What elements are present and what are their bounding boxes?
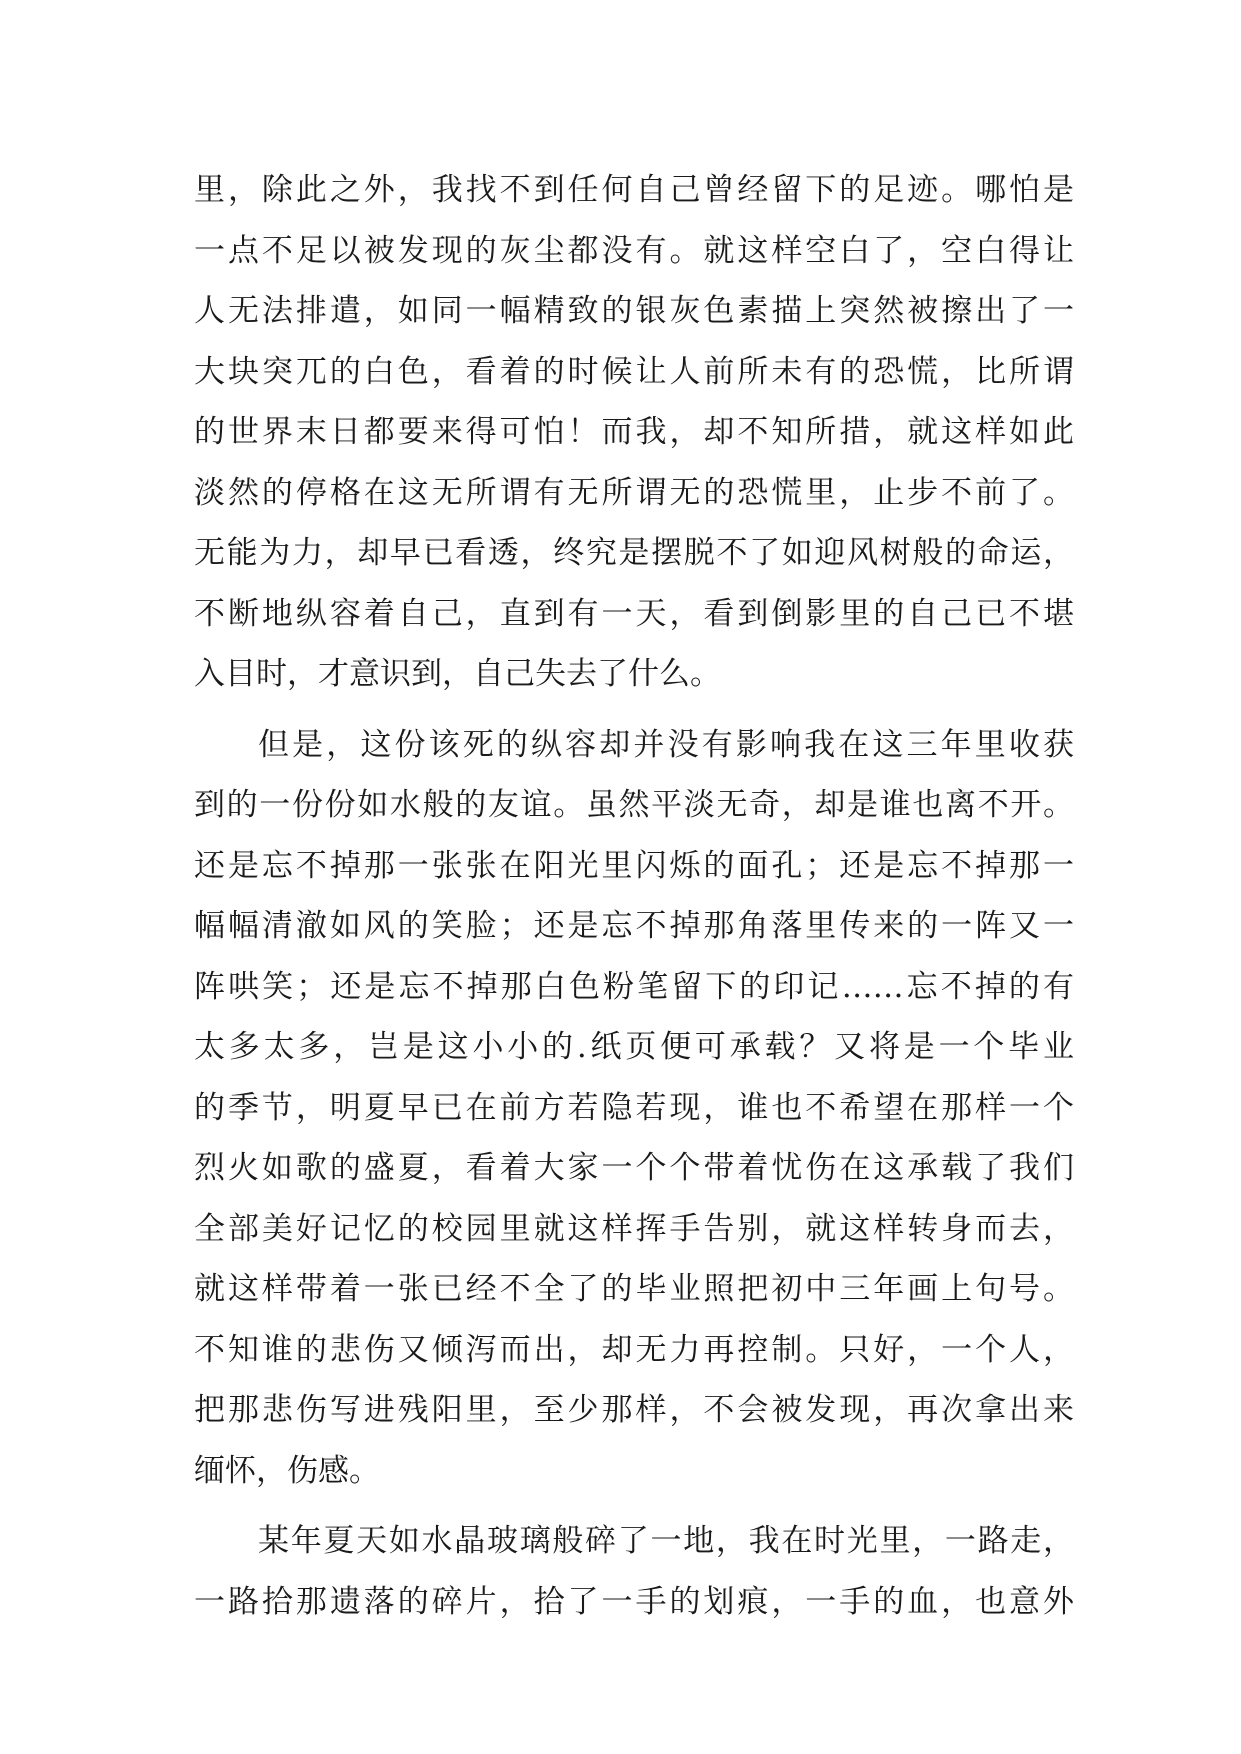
text-line: 淡然的停格在这无所谓有无所谓无的恐慌里，止步不前了。 <box>194 474 1074 511</box>
text-line: 入目时，才意识到，自己失去了什么。 <box>194 656 721 692</box>
paragraph-1 <box>194 160 1074 705</box>
text-line: 的季节，明夏早已在前方若隐若现，谁也不希望在那样一个 <box>194 1089 1074 1126</box>
text-line: 不断地纵容着自己，直到有一天，看到倒影里的自己已不堪 <box>194 595 1074 632</box>
text-line: 还是忘不掉那一张张在阳光里闪烁的面孔；还是忘不掉那一 <box>194 847 1074 884</box>
paragraph-3 <box>194 1511 1074 1632</box>
text-line: 但是，这份该死的纵容却并没有影响我在这三年里收获 <box>258 726 1074 763</box>
text-line: 就这样带着一张已经不全了的毕业照把初中三年画上句号。 <box>194 1271 1074 1307</box>
text-line: 一路拾那遗落的碎片，拾了一手的划痕，一手的血，也意外 <box>194 1583 1074 1620</box>
paragraph-2 <box>194 715 1074 1502</box>
text-line: 大块突兀的白色，看着的时候让人前所未有的恐慌，比所谓 <box>194 353 1074 390</box>
text-line: 里，除此之外，我找不到任何自己曾经留下的足迹。哪怕是 <box>194 172 1074 208</box>
text-line: 太多太多，岂是这小小的.纸页便可承载？又将是一个毕业 <box>194 1029 1074 1065</box>
text-line: 的世界末日都要来得可怕！而我，却不知所措，就这样如此 <box>194 414 1074 450</box>
paragraph-spacing <box>194 705 1074 715</box>
text-line: 幅幅清澈如风的笑脸；还是忘不掉那角落里传来的一阵又一 <box>194 908 1074 944</box>
paragraph-spacing <box>194 1501 1074 1511</box>
text-line: 某年夏天如水晶玻璃般碎了一地，我在时光里，一路走， <box>258 1523 1074 1559</box>
text-line: 人无法排遣，如同一幅精致的银灰色素描上突然被擦出了一 <box>194 293 1074 329</box>
text-line: 阵哄笑；还是忘不掉那白色粉笔留下的印记……忘不掉的有 <box>194 968 1074 1005</box>
text-line: 全部美好记忆的校园里就这样挥手告别，就这样转身而去， <box>194 1210 1074 1247</box>
text-line: 一点不足以被发现的灰尘都没有。就这样空白了，空白得让 <box>194 232 1074 269</box>
body-text <box>194 160 1074 1632</box>
text-line: 烈火如歌的盛夏，看着大家一个个带着忧伤在这承载了我们 <box>194 1150 1074 1186</box>
text-line: 不知谁的悲伤又倾泻而出，却无力再控制。只好，一个人， <box>194 1331 1074 1368</box>
text-line: 缅怀，伤感。 <box>194 1452 380 1489</box>
text-line: 把那悲伤写进残阳里，至少那样，不会被发现，再次拿出来 <box>194 1392 1074 1428</box>
text-line: 到的一份份如水般的友谊。虽然平淡无奇，却是谁也离不开。 <box>194 787 1074 823</box>
text-line: 无能为力，却早已看透，终究是摆脱不了如迎风树般的命运， <box>194 535 1074 571</box>
